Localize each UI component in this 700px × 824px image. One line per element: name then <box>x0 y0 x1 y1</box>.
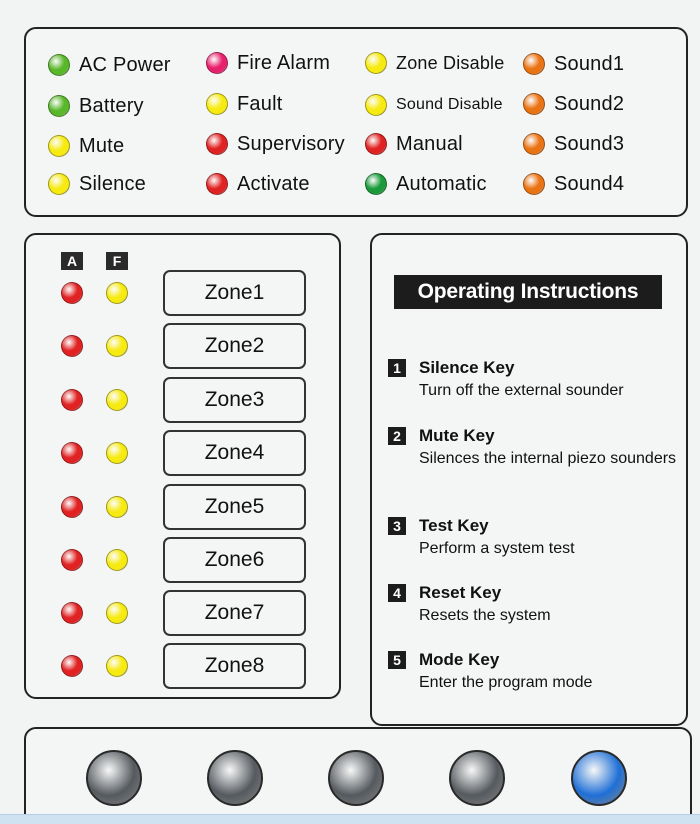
fire-alarm-led <box>206 52 228 74</box>
zone6-fault-led <box>106 549 128 571</box>
zone-disable-label: Zone Disable <box>396 53 505 73</box>
zone3-alarm-led <box>61 389 83 411</box>
sound2-label: Sound2 <box>554 93 625 115</box>
zone-row-5 <box>26 484 343 530</box>
fire-alarm-label: Fire Alarm <box>237 52 331 74</box>
instruction-description: Turn off the external sounder <box>419 382 624 399</box>
zone1-alarm-led <box>61 282 83 304</box>
zone-row-8 <box>26 643 343 689</box>
mute-label: Mute <box>79 135 125 157</box>
sound4-label: Sound4 <box>554 173 625 195</box>
instruction-description: Perform a system test <box>419 540 575 557</box>
zone6-alarm-led <box>61 549 83 571</box>
battery-label: Battery <box>79 95 144 117</box>
mode-key-button[interactable] <box>571 750 627 806</box>
automatic-led <box>365 173 387 195</box>
instruction-description: Enter the program mode <box>419 674 593 691</box>
instruction-number: 2 <box>388 427 406 445</box>
zone1-button[interactable]: Zone1 <box>163 270 306 316</box>
reset-key-button[interactable] <box>449 750 505 806</box>
zone7-fault-led <box>106 602 128 624</box>
zone-row-7 <box>26 590 343 636</box>
zone5-alarm-led <box>61 496 83 518</box>
zone-row-2 <box>26 323 343 369</box>
fault-label: Fault <box>237 93 283 115</box>
ac-power-led <box>48 54 70 76</box>
zone-disable-led <box>365 52 387 74</box>
zone8-button[interactable]: Zone8 <box>163 643 306 689</box>
zone3-fault-led <box>106 389 128 411</box>
mute-key-button[interactable] <box>207 750 263 806</box>
battery-led <box>48 95 70 117</box>
activate-label: Activate <box>237 173 310 195</box>
mute-led <box>48 135 70 157</box>
alarm-column-header: A <box>61 252 83 270</box>
instructions-panel <box>370 233 688 726</box>
sound3-label: Sound3 <box>554 133 625 155</box>
zone4-alarm-led <box>61 442 83 464</box>
instruction-number: 1 <box>388 359 406 377</box>
zone7-button[interactable]: Zone7 <box>163 590 306 636</box>
sound-disable-label: Sound Disable <box>396 96 503 113</box>
silence-key-button[interactable] <box>86 750 142 806</box>
zone5-button[interactable]: Zone5 <box>163 484 306 530</box>
sound-disable-led <box>365 94 387 116</box>
instructions-title: Operating Instructions <box>394 275 662 309</box>
instruction-description: Silences the internal piezo sounders <box>419 450 677 467</box>
zone1-fault-led <box>106 282 128 304</box>
zone7-alarm-led <box>61 602 83 624</box>
silence-led <box>48 173 70 195</box>
status-indicator-panel <box>24 27 688 217</box>
test-key-button[interactable] <box>328 750 384 806</box>
automatic-label: Automatic <box>396 173 487 195</box>
zone2-button[interactable]: Zone2 <box>163 323 306 369</box>
instruction-title: Test Key <box>419 516 489 535</box>
sound4-led <box>523 173 545 195</box>
ac-power-label: AC Power <box>79 54 171 76</box>
zone-row-6 <box>26 537 343 583</box>
instruction-number: 3 <box>388 517 406 535</box>
supervisory-label: Supervisory <box>237 133 345 155</box>
zone-row-3 <box>26 377 343 423</box>
fault-led <box>206 93 228 115</box>
zone8-fault-led <box>106 655 128 677</box>
control-button-panel <box>24 727 692 824</box>
zone2-alarm-led <box>61 335 83 357</box>
supervisory-led <box>206 133 228 155</box>
window-bottom-bar <box>0 814 700 824</box>
zone3-button[interactable]: Zone3 <box>163 377 306 423</box>
sound2-led <box>523 93 545 115</box>
zone4-fault-led <box>106 442 128 464</box>
silence-label: Silence <box>79 173 146 195</box>
instruction-title: Mode Key <box>419 650 500 669</box>
zone-row-4 <box>26 430 343 476</box>
sound1-label: Sound1 <box>554 53 625 75</box>
zone5-fault-led <box>106 496 128 518</box>
sound1-led <box>523 53 545 75</box>
instruction-description: Resets the system <box>419 607 551 624</box>
instruction-number: 5 <box>388 651 406 669</box>
fault-column-header: F <box>106 252 128 270</box>
instruction-title: Silence Key <box>419 358 515 377</box>
instruction-number: 4 <box>388 584 406 602</box>
zone6-button[interactable]: Zone6 <box>163 537 306 583</box>
zone-row-1 <box>26 270 343 316</box>
zone2-fault-led <box>106 335 128 357</box>
manual-led <box>365 133 387 155</box>
instruction-title: Mute Key <box>419 426 495 445</box>
zone-panel <box>24 233 341 699</box>
sound3-led <box>523 133 545 155</box>
activate-led <box>206 173 228 195</box>
zone4-button[interactable]: Zone4 <box>163 430 306 476</box>
instruction-title: Reset Key <box>419 583 502 602</box>
zone8-alarm-led <box>61 655 83 677</box>
manual-label: Manual <box>396 133 463 155</box>
